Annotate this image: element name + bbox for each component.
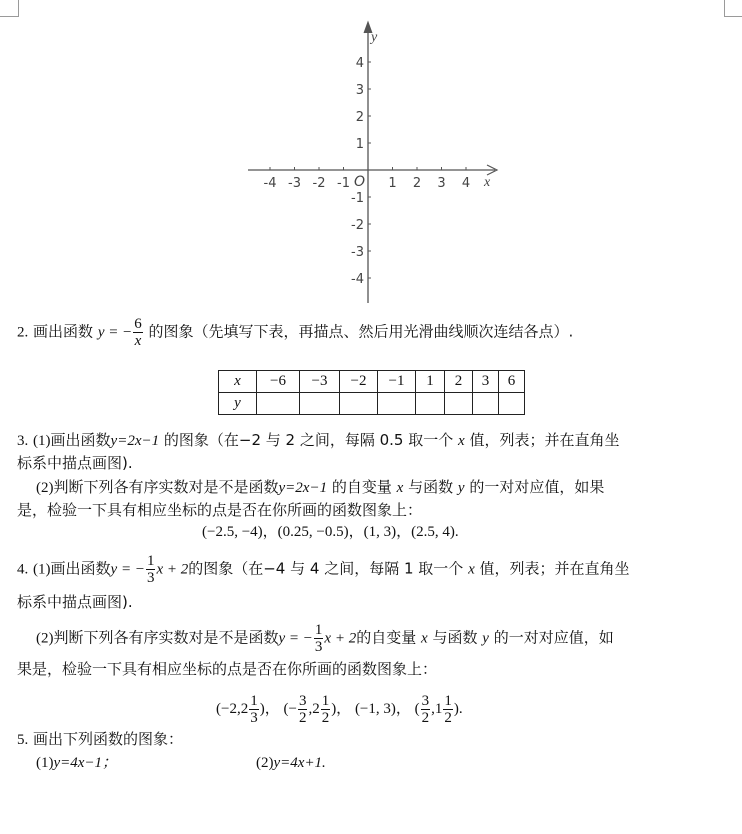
y-tick-label: -2 bbox=[351, 218, 364, 233]
table-cell: 2 bbox=[445, 371, 473, 393]
coordinate-axes-diagram bbox=[240, 15, 510, 310]
formula: y=2x−1 bbox=[278, 480, 328, 496]
y-tick-label: -3 bbox=[351, 245, 364, 260]
fraction-numerator: 1 bbox=[321, 693, 330, 709]
x-tick-label: 4 bbox=[461, 176, 471, 191]
table-cell: 1 bbox=[416, 371, 445, 393]
variable: x bbox=[396, 480, 404, 496]
table-input-cell[interactable] bbox=[378, 393, 416, 415]
fraction-denominator: 3 bbox=[250, 710, 258, 726]
variable: x bbox=[421, 630, 428, 647]
question-text: 的图象（在−2 与 2 之间，每隔 0.5 取一个 bbox=[163, 431, 454, 449]
question-4-part-2 bbox=[36, 622, 614, 655]
pair bbox=[283, 693, 352, 726]
page-corner-mark-right bbox=[724, 0, 742, 17]
x-tick-label: -3 bbox=[288, 176, 301, 191]
fraction-denominator: 2 bbox=[444, 710, 452, 726]
variable: x bbox=[458, 433, 465, 449]
fraction bbox=[314, 622, 324, 655]
values-table bbox=[218, 370, 525, 415]
pair-text: ,2 bbox=[308, 700, 320, 717]
fraction bbox=[321, 693, 331, 726]
variable: y bbox=[457, 480, 465, 496]
part-label: (2) bbox=[256, 755, 274, 771]
question-3-part-2 bbox=[36, 477, 604, 498]
ordered-pairs bbox=[216, 693, 463, 726]
fraction-numerator: 1 bbox=[146, 553, 155, 569]
question-number: 5. bbox=[17, 732, 29, 748]
fraction bbox=[249, 693, 259, 726]
variable: y bbox=[482, 630, 489, 647]
fraction-numerator: 1 bbox=[250, 693, 258, 709]
question-4-part-1 bbox=[17, 553, 630, 586]
question-5-item-2 bbox=[256, 752, 326, 773]
question-text: 标系中描点画图). bbox=[17, 454, 133, 472]
formula: y=4x+1. bbox=[273, 755, 326, 771]
question-text: 是，检验一下具有相应坐标的点是否在你所画的函数图象上： bbox=[17, 501, 423, 519]
pair: (−1, 3)， bbox=[354, 700, 411, 717]
part-label: (1) bbox=[33, 433, 51, 449]
y-tick-label: 4 bbox=[355, 56, 364, 71]
question-text: 的自变量 bbox=[331, 478, 392, 496]
part-label: (2) bbox=[36, 630, 54, 647]
part-label: (1) bbox=[33, 561, 51, 578]
question-2 bbox=[17, 316, 573, 349]
table-input-cell[interactable] bbox=[340, 393, 378, 415]
table-cell: −3 bbox=[300, 371, 340, 393]
formula: y=4x−1； bbox=[53, 755, 118, 771]
question-text: 的一对对应值，如 bbox=[493, 628, 614, 647]
table-cell: 6 bbox=[499, 371, 525, 393]
x-tick-label: -4 bbox=[263, 176, 277, 191]
table-input-cell[interactable] bbox=[499, 393, 525, 415]
y-tick-label: -1 bbox=[351, 191, 364, 206]
fraction bbox=[298, 693, 308, 726]
y-tick-label: 2 bbox=[355, 110, 364, 125]
question-text: 判断下列各有序实数对是不是函数 bbox=[53, 628, 279, 647]
formula: x + 2 bbox=[324, 630, 357, 647]
fraction-denominator: x bbox=[134, 333, 142, 349]
pair-text: ( bbox=[414, 700, 420, 717]
fraction-numerator: 1 bbox=[444, 693, 452, 709]
fraction-denominator: 2 bbox=[421, 710, 430, 726]
pair-text: ,1 bbox=[431, 700, 443, 717]
table-input-cell[interactable] bbox=[445, 393, 473, 415]
y-tick-label: 1 bbox=[355, 137, 364, 152]
question-text: 判断下列各有序实数对是不是函数 bbox=[53, 478, 279, 496]
question-text: 值，列表；并在直角坐 bbox=[469, 431, 620, 449]
question-text: 画出函数 bbox=[50, 559, 111, 578]
x-tick-label: -1 bbox=[337, 176, 350, 191]
question-text: 的图象（先填写下表，再描点、然后用光滑曲线顺次连结各点）. bbox=[148, 322, 574, 341]
formula: y=2x−1 bbox=[110, 433, 160, 449]
fraction bbox=[443, 693, 453, 726]
x-axis-label: x bbox=[484, 175, 491, 190]
fraction bbox=[133, 316, 143, 349]
pair-text: ). bbox=[453, 700, 463, 717]
fraction-denominator: 2 bbox=[321, 710, 330, 726]
y-tick-label: -4 bbox=[351, 272, 364, 287]
formula: y = − bbox=[110, 561, 145, 578]
table-cell: −1 bbox=[378, 371, 416, 393]
question-text: 与函数 bbox=[432, 628, 478, 647]
question-text: 画出函数 bbox=[33, 322, 94, 341]
table-cell: −2 bbox=[340, 371, 378, 393]
fraction bbox=[146, 553, 156, 586]
fraction-denominator: 3 bbox=[314, 639, 323, 655]
variable: x bbox=[468, 561, 475, 578]
y-axis-label: y bbox=[371, 30, 378, 45]
part-label: (1) bbox=[36, 755, 54, 771]
fraction-numerator: 3 bbox=[298, 693, 307, 709]
pair-text: (− bbox=[283, 700, 297, 717]
question-text: 的自变量 bbox=[356, 628, 417, 647]
x-tick-label: 3 bbox=[437, 176, 446, 191]
table-input-cell[interactable] bbox=[257, 393, 300, 415]
x-tick-label: 2 bbox=[412, 176, 422, 191]
question-number: 3. bbox=[17, 433, 29, 449]
table-cell: −6 bbox=[257, 371, 300, 393]
fraction bbox=[421, 693, 431, 726]
page-corner-mark-left bbox=[0, 0, 19, 17]
question-text: 与函数 bbox=[408, 478, 454, 496]
x-tick-label: -2 bbox=[312, 176, 326, 191]
pair bbox=[414, 693, 463, 726]
y-tick-label: 3 bbox=[355, 83, 364, 98]
table-row-y bbox=[219, 393, 525, 415]
table-input-cell[interactable] bbox=[473, 393, 499, 415]
question-text: 的图象（在−4 与 4 之间，每隔 1 取一个 bbox=[188, 559, 464, 578]
pair-text: )， bbox=[331, 700, 352, 717]
question-text: 的一对对应值，如果 bbox=[469, 478, 605, 496]
question-text: 值，列表；并在直角坐 bbox=[479, 559, 630, 578]
x-tick-label: 1 bbox=[388, 176, 397, 191]
question-text: 画出函数 bbox=[50, 431, 111, 449]
question-3-part-1 bbox=[17, 430, 620, 451]
fraction-denominator: 2 bbox=[298, 710, 307, 726]
fraction-denominator: 3 bbox=[146, 570, 155, 586]
origin-label: O bbox=[354, 174, 366, 190]
table-row-x bbox=[219, 371, 525, 393]
formula: y = − bbox=[97, 324, 133, 341]
fraction-numerator: 3 bbox=[421, 693, 430, 709]
pair-text: (−2,2 bbox=[216, 700, 249, 717]
question-5-item-1 bbox=[36, 752, 117, 773]
table-cell: 3 bbox=[473, 371, 499, 393]
table-input-cell[interactable] bbox=[300, 393, 340, 415]
part-label: (2) bbox=[36, 480, 54, 496]
question-text: 画出下列函数的图象： bbox=[33, 730, 184, 748]
fraction-numerator: 6 bbox=[134, 316, 142, 332]
table-input-cell[interactable] bbox=[416, 393, 445, 415]
question-number: 4. bbox=[17, 561, 29, 578]
question-text: 果是，检验一下具有相应坐标的点是否在你所画的函数图象上： bbox=[17, 660, 438, 678]
pair-text: )， bbox=[259, 700, 280, 717]
pair bbox=[216, 693, 280, 726]
question-text: 标系中描点画图). bbox=[17, 593, 133, 611]
ordered-pairs: (−2.5, −4)，(0.25, −0.5)，(1, 3)，(2.5, 4). bbox=[202, 524, 459, 540]
formula: x + 2 bbox=[156, 561, 189, 578]
table-header-x: x bbox=[219, 371, 257, 393]
fraction-numerator: 1 bbox=[314, 622, 323, 638]
question-5 bbox=[17, 729, 183, 750]
formula: y = − bbox=[278, 630, 313, 647]
table-header-y: y bbox=[219, 393, 257, 415]
question-number: 2. bbox=[17, 324, 29, 341]
